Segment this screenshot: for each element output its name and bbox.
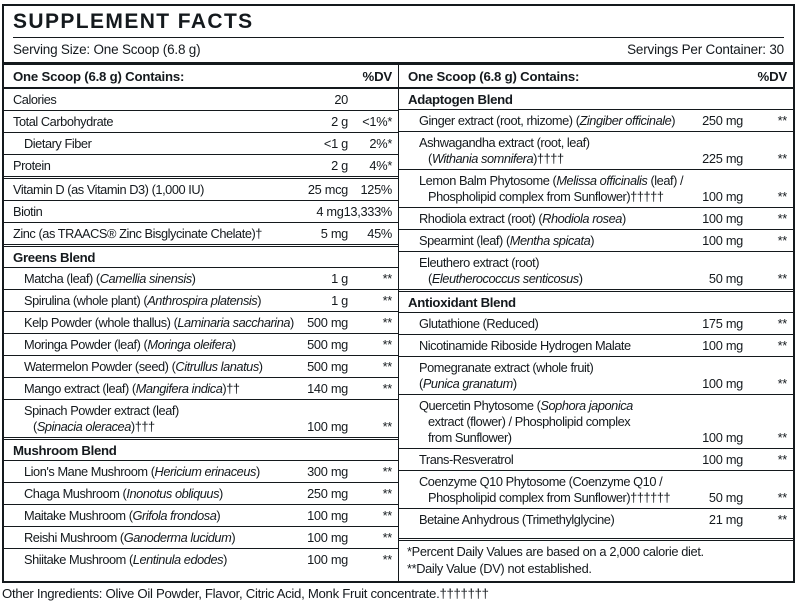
- nutrient-name: [13, 158, 298, 174]
- nutrient-amount: 100 mg: [702, 232, 743, 248]
- nutrient-name-line: [408, 151, 693, 167]
- nutrient-name-segment: Spinach Powder extract (leaf): [24, 402, 179, 418]
- nutrient-amount: 500 mg: [307, 358, 348, 374]
- nutrient-name: [408, 512, 693, 528]
- servings-per-container: Servings Per Container: 30: [627, 42, 784, 57]
- nutrient-dv: **: [382, 418, 392, 434]
- nutrient-name: [408, 233, 693, 249]
- nutrient-name-segment: (: [428, 150, 432, 166]
- nutrient-amount: 175 mg: [702, 315, 743, 331]
- nutrient-amount: 100 mg: [307, 418, 348, 434]
- nutrient-dv: 45%: [367, 225, 392, 241]
- nutrient-dv: **: [777, 112, 787, 128]
- nutrient-name-segment: Melissa officinalis: [556, 172, 648, 188]
- nutrient-name: [13, 271, 298, 287]
- nutrient-name-line: [408, 113, 693, 129]
- nutrient-name-segment: ): [191, 270, 196, 286]
- nutrient-name-segment: Glutathione (Reduced): [419, 315, 539, 331]
- nutrient-name-segment: Nicotinamide Riboside Hydrogen Malate: [419, 337, 631, 353]
- nutrient-dv: **: [777, 375, 787, 391]
- left-column-header: [4, 65, 398, 89]
- serving-size: Serving Size: One Scoop (6.8 g): [13, 42, 201, 57]
- nutrient-name-segment: Betaine Anhydrous (Trimethylglycine): [419, 511, 615, 527]
- nutrient-row: [4, 355, 398, 377]
- nutrient-row: [399, 207, 793, 229]
- nutrient-row: [4, 89, 398, 110]
- nutrient-name-segment: )††: [222, 380, 240, 396]
- nutrient-name: [408, 316, 693, 332]
- nutrient-name: [408, 452, 693, 468]
- nutrient-amount: 21 mg: [708, 511, 743, 527]
- nutrient-amount: 250 mg: [702, 112, 743, 128]
- nutrient-name-segment: ): [216, 507, 221, 523]
- nutrient-row: [399, 394, 793, 448]
- nutrient-name-segment: Citrullus lanatus: [175, 358, 259, 374]
- nutrient-dv: **: [382, 529, 392, 545]
- nutrient-name-line: [13, 508, 298, 524]
- nutrient-name: [408, 360, 693, 392]
- nutrient-dv: **: [777, 315, 787, 331]
- nutrient-dv: **: [777, 429, 787, 445]
- left-column: [4, 65, 399, 581]
- nutrient-row: [4, 311, 398, 333]
- nutrient-name-line: [408, 360, 693, 376]
- nutrient-dv: **: [382, 336, 392, 352]
- nutrient-row: [399, 356, 793, 394]
- nutrient-name-segment: Ginger extract (root, rhizome) (: [419, 112, 580, 128]
- nutrient-name-line: [408, 376, 693, 392]
- nutrient-row: [4, 399, 398, 437]
- nutrient-name-line: [408, 255, 693, 271]
- nutrient-name-segment: )†††: [130, 418, 155, 434]
- nutrient-name: [408, 338, 693, 354]
- nutrient-row: [4, 289, 398, 311]
- nutrient-amount: 25 mcg: [307, 181, 348, 197]
- nutrient-name-line: [408, 452, 693, 468]
- nutrient-row: [399, 334, 793, 356]
- nutrient-row: [4, 110, 398, 132]
- nutrient-name-segment: ): [223, 551, 227, 567]
- nutrient-dv: 13,333%: [343, 203, 392, 219]
- nutrient-name: [408, 135, 693, 167]
- nutrient-name-segment: Lion's Mane Mushroom (: [24, 463, 155, 479]
- nutrient-name-segment: Spirulina (whole plant) (: [24, 292, 148, 308]
- nutrient-row: [4, 267, 398, 289]
- nutrient-name-line: [13, 359, 298, 375]
- nutrient-name-segment: ): [219, 485, 223, 501]
- nutrient-name: [13, 182, 298, 198]
- nutrient-name-segment: Mango extract (leaf) (: [24, 380, 136, 396]
- nutrient-name-segment: Dietary Fiber: [24, 135, 92, 151]
- nutrient-dv: **: [382, 485, 392, 501]
- dv-label: %DV: [362, 69, 392, 84]
- nutrient-name: [13, 486, 298, 502]
- nutrient-dv: **: [777, 150, 787, 166]
- nutrient-row: [4, 377, 398, 399]
- nutrient-name-segment: Reishi Mushroom (: [24, 529, 124, 545]
- nutrient-row: [4, 222, 398, 244]
- nutrient-name-segment: Matcha (leaf) (: [24, 270, 100, 286]
- nutrient-name-segment: from Sunflower): [428, 429, 512, 445]
- footnotes: [399, 538, 793, 581]
- nutrient-name-line: [13, 226, 298, 242]
- nutrient-name-line: [408, 398, 693, 414]
- nutrient-dv: 4%*: [369, 157, 392, 173]
- nutrient-row: [4, 548, 398, 570]
- nutrient-name-segment: Camellia sinensis: [99, 270, 192, 286]
- nutrient-amount: 500 mg: [307, 336, 348, 352]
- nutrient-name-line: [13, 158, 298, 174]
- nutrient-row: [4, 482, 398, 504]
- nutrient-dv: 125%: [360, 181, 392, 197]
- contains-label: One Scoop (6.8 g) Contains:: [13, 69, 185, 84]
- nutrient-row: [399, 470, 793, 508]
- nutrient-name-line: [408, 490, 693, 506]
- nutrient-name-line: [408, 512, 693, 528]
- nutrient-name-segment: Ganoderma lucidum: [123, 529, 232, 545]
- section-header-greens-blend: Greens Blend: [4, 244, 398, 267]
- nutrient-name-segment: )††††: [533, 150, 564, 166]
- nutrient-dv: **: [382, 270, 392, 286]
- nutrient-name: [13, 114, 298, 130]
- nutrient-dv: **: [777, 337, 787, 353]
- nutrient-amount: 140 mg: [307, 380, 348, 396]
- nutrient-dv: **: [382, 358, 392, 374]
- nutrient-name: [13, 92, 298, 108]
- nutrient-amount: 100 mg: [702, 429, 743, 445]
- footnote-dv-not-established: **Daily Value (DV) not established.: [407, 560, 592, 576]
- nutrient-row: [4, 504, 398, 526]
- nutrient-name-line: [13, 381, 298, 397]
- nutrient-name-segment: Spearmint (leaf) (: [419, 232, 510, 248]
- nutrient-amount: 100 mg: [307, 507, 348, 523]
- nutrient-name-segment: Calories: [13, 91, 57, 107]
- nutrient-name-line: [408, 474, 693, 490]
- nutrient-dv: 2%*: [369, 135, 392, 151]
- nutrient-name-segment: Mangifera indica: [135, 380, 223, 396]
- nutrient-row: [4, 460, 398, 482]
- nutrient-amount: <1 g: [323, 135, 348, 151]
- nutrient-name-segment: (: [33, 418, 37, 434]
- nutrient-name-line: [13, 530, 298, 546]
- nutrient-name-segment: Quercetin Phytosome (: [419, 397, 541, 413]
- nutrient-name: [408, 474, 693, 506]
- nutrient-name-segment: Coenzyme Q10 Phytosome (Coenzyme Q10 /: [419, 473, 663, 489]
- nutrient-name-line: [13, 419, 298, 435]
- nutrient-row: [399, 131, 793, 169]
- nutrient-name-line: [13, 92, 298, 108]
- nutrient-name-segment: Withania somnifera: [431, 150, 534, 166]
- nutrient-name: [408, 113, 693, 129]
- nutrient-name-segment: Trans-Resveratrol: [419, 451, 514, 467]
- nutrient-name-segment: Inonotus obliquus: [126, 485, 220, 501]
- label-title: SUPPLEMENT FACTS: [13, 10, 784, 38]
- nutrient-name-line: [408, 233, 693, 249]
- nutrient-name-line: [13, 136, 298, 152]
- nutrient-name-line: [408, 414, 693, 430]
- nutrient-name-line: [13, 486, 298, 502]
- nutrient-dv: **: [382, 463, 392, 479]
- nutrient-name-line: [408, 173, 693, 189]
- nutrient-name: [13, 204, 294, 220]
- nutrient-name-segment: Ashwagandha extract (root, leaf): [419, 134, 590, 150]
- nutrient-name-line: [13, 114, 298, 130]
- nutrient-dv: **: [777, 270, 787, 286]
- nutrient-name-line: [13, 337, 298, 353]
- nutrient-amount: 100 mg: [702, 451, 743, 467]
- nutrient-name-segment: ): [671, 112, 676, 128]
- nutrient-name-line: [408, 271, 693, 287]
- other-ingredients: Other Ingredients: Olive Oil Powder, Flavor, Citric Acid, Monk Fruit concentrate.†††††††: [2, 586, 489, 601]
- nutrient-name-segment: ): [621, 210, 626, 226]
- nutrient-name-segment: ): [258, 358, 263, 374]
- nutrient-row: [4, 176, 398, 200]
- nutrient-name-line: [408, 316, 693, 332]
- nutrient-dv: **: [382, 507, 392, 523]
- nutrient-name-segment: Watermelon Powder (seed) (: [24, 358, 176, 374]
- nutrient-name-segment: Lemon Balm Phytosome (: [419, 172, 557, 188]
- nutrient-name: [408, 398, 693, 446]
- nutrient-name-segment: ): [257, 292, 262, 308]
- nutrient-name-segment: ): [255, 463, 260, 479]
- nutrient-amount: 250 mg: [307, 485, 348, 501]
- dv-label: %DV: [757, 69, 787, 84]
- nutrient-row: [399, 312, 793, 334]
- title-bar: [4, 6, 793, 65]
- nutrient-name-segment: (: [419, 375, 423, 391]
- nutrient-amount: 5 mg: [320, 225, 348, 241]
- nutrient-name: [13, 293, 298, 309]
- section-header-adaptogen-blend: Adaptogen Blend: [408, 92, 513, 107]
- contains-label: One Scoop (6.8 g) Contains:: [408, 69, 580, 84]
- nutrient-row: [4, 333, 398, 355]
- nutrient-amount: 20: [334, 91, 348, 107]
- nutrient-name-segment: Phospholipid complex from Sunflower)††††††: [428, 489, 671, 505]
- nutrient-amount: 1 g: [331, 270, 348, 286]
- nutrient-name-segment: extract (flower) / Phospholipid complex: [428, 413, 631, 429]
- nutrient-name: [13, 136, 298, 152]
- nutrient-dv: **: [382, 292, 392, 308]
- nutrient-dv: **: [382, 380, 392, 396]
- nutrient-name-segment: ): [512, 375, 517, 391]
- nutrient-name-segment: ): [578, 270, 583, 286]
- nutrient-name-segment: Vitamin D (as Vitamin D3) (1,000 IU): [13, 181, 204, 197]
- nutrient-name-segment: Chaga Mushroom (: [24, 485, 127, 501]
- nutrient-name-segment: Moringa oleifera: [147, 336, 232, 352]
- nutrient-name-segment: Biotin: [13, 203, 43, 219]
- nutrient-name-segment: ): [231, 529, 236, 545]
- nutrient-name: [408, 173, 693, 205]
- nutrient-dv: **: [777, 489, 787, 505]
- nutrient-name-segment: Eleutherococcus senticosus: [431, 270, 579, 286]
- nutrient-name: [13, 508, 298, 524]
- nutrient-name-segment: Rhodiola rosea: [542, 210, 622, 226]
- nutrient-amount: 4 mg: [316, 203, 344, 219]
- nutrient-dv: **: [382, 551, 392, 567]
- nutrient-dv: **: [777, 188, 787, 204]
- nutrient-name-segment: ): [290, 314, 294, 330]
- nutrient-amount: 100 mg: [702, 210, 743, 226]
- nutrient-name-line: [13, 271, 298, 287]
- nutrient-name-line: [13, 204, 294, 220]
- nutrient-row: [399, 448, 793, 470]
- nutrient-name-line: [408, 189, 693, 205]
- nutrient-name-segment: Hericium erinaceus: [154, 463, 256, 479]
- nutrient-name: [13, 315, 298, 331]
- nutrient-name: [13, 464, 298, 480]
- nutrient-name-segment: Pomegranate extract (whole fruit): [419, 359, 594, 375]
- nutrient-name: [408, 255, 693, 287]
- nutrient-name-segment: Zinc (as TRAACS® Zinc Bisglycinate Chelate)†: [13, 225, 262, 241]
- nutrient-name-segment: Maitake Mushroom (: [24, 507, 133, 523]
- nutrient-dv: **: [382, 314, 392, 330]
- nutrient-amount: 100 mg: [702, 375, 743, 391]
- nutrient-name-segment: Lentinula edodes: [132, 551, 224, 567]
- nutrient-amount: 300 mg: [307, 463, 348, 479]
- nutrient-name: [13, 552, 298, 568]
- columns: [4, 65, 793, 581]
- nutrient-name-segment: Laminaria saccharina: [177, 314, 291, 330]
- nutrient-amount: 100 mg: [702, 188, 743, 204]
- nutrient-name-segment: ): [231, 336, 236, 352]
- nutrient-name-segment: Total Carbohydrate: [13, 113, 114, 129]
- nutrient-amount: 50 mg: [708, 270, 743, 286]
- nutrient-name-segment: Zingiber officinale: [579, 112, 672, 128]
- nutrient-row: [399, 169, 793, 207]
- nutrient-amount: 1 g: [331, 292, 348, 308]
- nutrient-amount: 100 mg: [702, 337, 743, 353]
- nutrient-name-segment: Mentha spicata: [509, 232, 591, 248]
- nutrient-name-line: [13, 552, 298, 568]
- nutrient-name: [13, 359, 298, 375]
- nutrient-amount: 2 g: [331, 113, 348, 129]
- nutrient-name: [13, 337, 298, 353]
- nutrient-amount: 50 mg: [708, 489, 743, 505]
- nutrient-name-segment: Rhodiola extract (root) (: [419, 210, 543, 226]
- nutrient-name-segment: Grifola frondosa: [132, 507, 217, 523]
- nutrient-row: [399, 109, 793, 131]
- nutrient-name-segment: Anthrospira platensis: [147, 292, 258, 308]
- nutrient-row: [399, 229, 793, 251]
- section-header-mushroom-blend: Mushroom Blend: [4, 437, 398, 460]
- nutrient-name-segment: ): [590, 232, 595, 248]
- nutrient-amount: 100 mg: [307, 551, 348, 567]
- nutrient-name-line: [13, 403, 298, 419]
- serving-row: [13, 38, 784, 62]
- nutrient-row: [399, 508, 793, 530]
- nutrient-name-line: [408, 338, 693, 354]
- nutrient-row: [4, 526, 398, 548]
- nutrient-name-segment: Shiitake Mushroom (: [24, 551, 133, 567]
- nutrient-name-segment: Protein: [13, 157, 51, 173]
- nutrient-name: [13, 530, 298, 546]
- nutrient-name: [13, 226, 298, 242]
- nutrient-name: [408, 211, 693, 227]
- nutrient-row: [4, 154, 398, 176]
- nutrient-name-line: [408, 135, 693, 151]
- nutrient-name-segment: Phospholipid complex from Sunflower)†††††: [428, 188, 664, 204]
- nutrient-dv: **: [777, 232, 787, 248]
- nutrient-name-segment: Sophora japonica: [540, 397, 633, 413]
- nutrient-row: [399, 251, 793, 289]
- nutrient-name-segment: (leaf) /: [647, 172, 684, 188]
- nutrient-name-segment: Kelp Powder (whole thallus) (: [24, 314, 178, 330]
- section-header-antioxidant-blend: Antioxidant Blend: [399, 289, 793, 312]
- nutrient-name-line: [13, 293, 298, 309]
- nutrient-dv: <1%*: [362, 113, 392, 129]
- nutrient-amount: 225 mg: [702, 150, 743, 166]
- nutrient-name: [13, 403, 298, 435]
- nutrient-name-segment: (: [428, 270, 432, 286]
- right-column: [399, 65, 793, 581]
- facts-box: [2, 4, 795, 583]
- nutrient-name-segment: Eleuthero extract (root): [419, 254, 540, 270]
- nutrient-row: [4, 200, 398, 222]
- nutrient-name-line: [13, 464, 298, 480]
- nutrient-amount: 100 mg: [307, 529, 348, 545]
- nutrient-amount: 500 mg: [307, 314, 348, 330]
- nutrient-name: [13, 381, 298, 397]
- footnote-percent-dv: *Percent Daily Values are based on a 2,000 calorie diet.: [407, 544, 704, 559]
- nutrient-row: [4, 132, 398, 154]
- right-column-header: [399, 65, 793, 89]
- nutrient-name-segment: Spinacia oleracea: [36, 418, 131, 434]
- nutrient-name-line: [408, 430, 693, 446]
- nutrient-name-line: [13, 182, 298, 198]
- nutrient-dv: **: [777, 511, 787, 527]
- nutrient-name-segment: Punica granatum: [422, 375, 513, 391]
- nutrient-name-line: [13, 315, 298, 331]
- nutrient-amount: 2 g: [331, 157, 348, 173]
- nutrient-dv: **: [777, 210, 787, 226]
- nutrient-name-segment: Moringa Powder (leaf) (: [24, 336, 148, 352]
- nutrient-name-line: [408, 211, 693, 227]
- nutrient-dv: **: [777, 451, 787, 467]
